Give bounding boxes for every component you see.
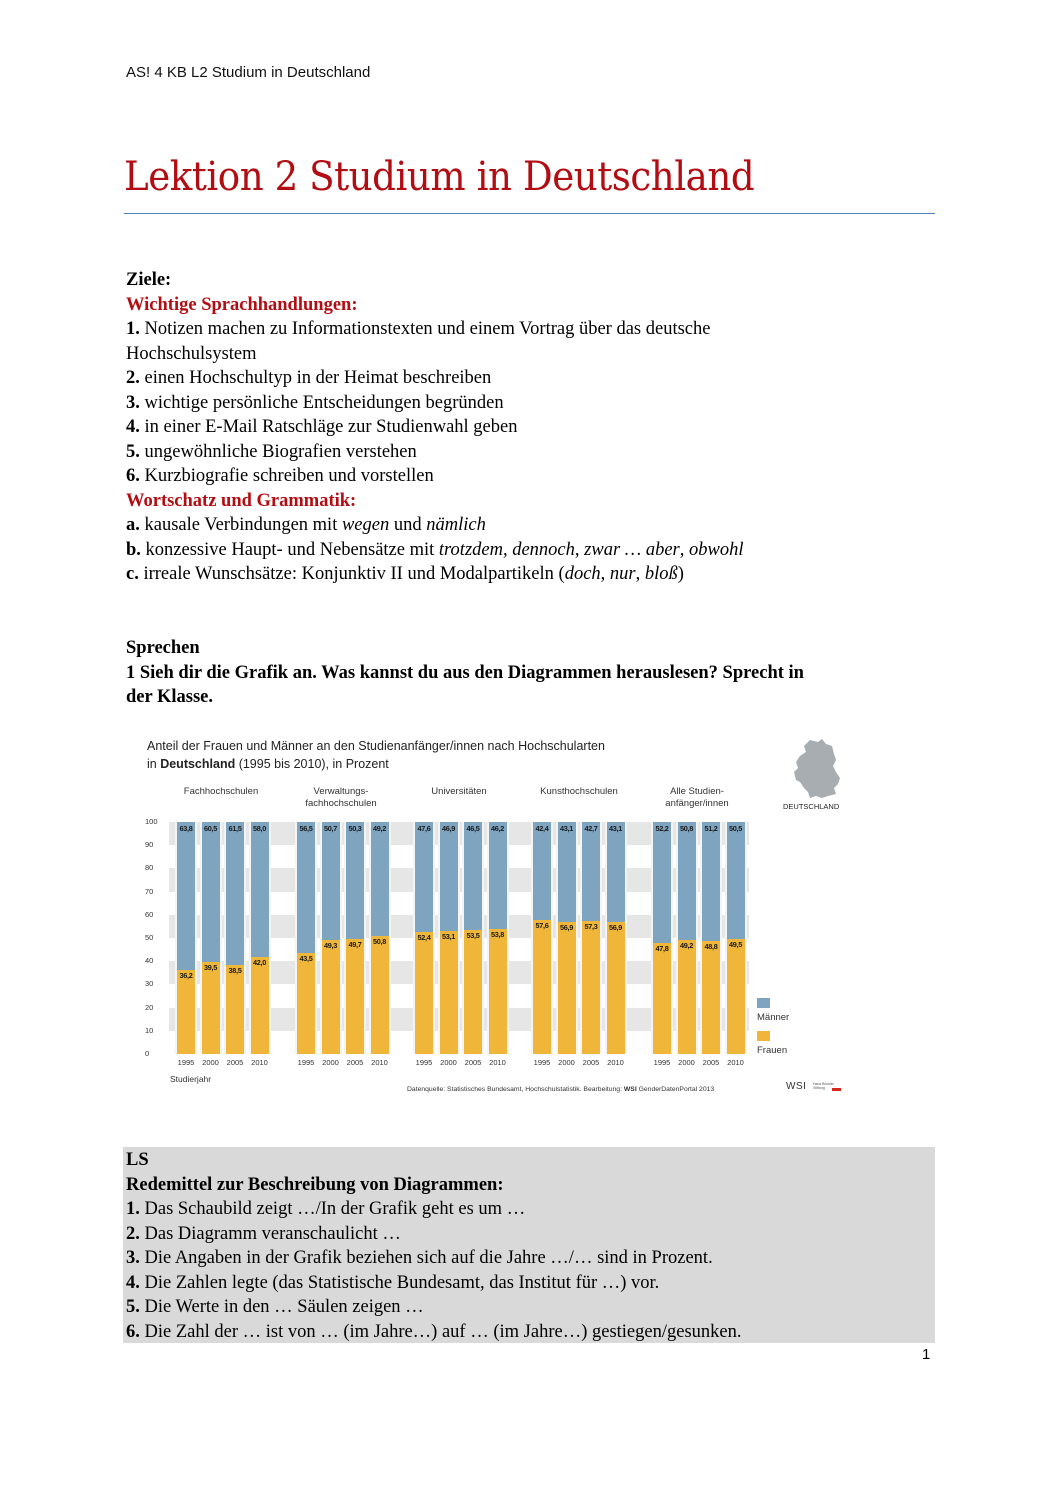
bar-segment-maenner [558, 822, 576, 922]
list-item: 2. einen Hochschultyp in der Heimat beschreiben [126, 368, 492, 388]
bar-segment-frauen [727, 939, 745, 1054]
value-label-frauen: 49,5 [728, 940, 742, 950]
bar-segment-maenner [202, 822, 220, 962]
grammatik-heading: Wortschatz und Grammatik: [126, 490, 357, 511]
value-label-frauen: 53,8 [490, 930, 504, 940]
ls-label: LS [126, 1150, 149, 1170]
value-label-frauen: 57,3 [584, 922, 598, 932]
x-tick-label: 1995 [415, 1058, 433, 1067]
x-tick-label: 2000 [678, 1058, 695, 1067]
ziele-section [126, 268, 744, 587]
value-label-frauen: 47,8 [655, 944, 669, 954]
list-item: 6. Kurzbiografie schreiben und vorstellen [126, 466, 434, 486]
bar-segment-maenner [464, 822, 482, 930]
value-label-frauen: 43,5 [299, 954, 313, 964]
x-tick-label: 2010 [727, 1058, 744, 1067]
bar-segment-maenner [177, 822, 195, 970]
value-label-frauen: 53,1 [441, 931, 455, 941]
sprechen-heading: Sprechen [126, 638, 200, 658]
bar-segment-frauen [251, 957, 269, 1054]
bar-segment-frauen [440, 931, 458, 1054]
bar-segment-maenner [440, 822, 458, 931]
bar-segment-maenner [297, 822, 315, 953]
value-label-maenner: 42,7 [584, 824, 598, 833]
list-item: 1. Das Schaubild zeigt …/In der Grafik geht es um … [126, 1199, 526, 1219]
bar-segment-frauen [346, 939, 364, 1054]
y-tick-label: 60 [145, 909, 154, 919]
value-label-maenner: 52,2 [655, 824, 669, 833]
list-item: a. kausale Verbindungen mit wegen und nämlich [126, 515, 486, 535]
value-label-maenner: 46,5 [466, 824, 480, 833]
value-label-maenner: 43,1 [608, 824, 622, 833]
bar-segment-frauen [322, 940, 340, 1054]
value-label-maenner: 43,1 [559, 824, 573, 833]
bar-segment-maenner [371, 822, 389, 936]
group-label: Fachhochschulen [183, 786, 259, 797]
x-tick-label: 2000 [440, 1058, 457, 1067]
x-tick-label: 1995 [653, 1058, 671, 1067]
bar-segment-frauen [415, 932, 433, 1054]
group-label: Kunsthochschulen [540, 786, 618, 797]
bar [489, 822, 507, 1054]
list-item: 3. Die Angaben in der Grafik beziehen sich auf die Jahre …/… sind in Prozent. [126, 1248, 713, 1268]
bar-segment-maenner [322, 822, 340, 940]
value-label-maenner: 46,2 [490, 824, 504, 833]
y-tick-label: 50 [145, 933, 154, 942]
wsi-logo: WSI [786, 1081, 807, 1092]
list-item: 4. in einer E-Mail Ratschläge zur Studienwahl geben [126, 417, 518, 437]
bar [558, 822, 576, 1054]
chart-source: Datenquelle: Statistisches Bundesamt, Hochschulstatistik. Bearbeitung: WSI GenderDatenPortal 2013 [407, 1086, 715, 1093]
group-label: Alle Studien- anfänger/innen [665, 786, 729, 809]
x-tick-label: 2000 [322, 1058, 339, 1067]
bar [607, 822, 625, 1054]
redemittel-heading: Redemittel zur Beschreibung von Diagrammen: [126, 1174, 504, 1195]
x-tick-label: 2005 [702, 1058, 720, 1067]
y-tick-label: 40 [145, 956, 154, 966]
value-label-maenner: 47,6 [417, 824, 431, 833]
bar-segment-maenner [582, 822, 600, 921]
redemittel-section [126, 1148, 741, 1344]
value-label-maenner: 61,5 [228, 824, 242, 833]
list-item: 2. Das Diagramm veranschaulicht … [126, 1223, 401, 1244]
bar [464, 822, 482, 1054]
y-tick-label: 0 [145, 1049, 150, 1058]
bar-segment-frauen [558, 922, 576, 1054]
page-number: 1 [922, 1346, 931, 1363]
bar-segment-maenner [489, 822, 507, 929]
bar-segment-frauen [533, 920, 551, 1054]
x-axis-label: Studierjahr [170, 1074, 212, 1084]
group-label: Universitäten [431, 786, 487, 797]
y-tick-label: 80 [145, 863, 154, 873]
x-tick-label: 2005 [346, 1058, 364, 1067]
value-label-maenner: 50,5 [728, 824, 742, 833]
legend-swatch-maenner [757, 998, 770, 1008]
bar-segment-maenner [607, 822, 625, 922]
bar-segment-maenner [678, 822, 696, 940]
value-label-maenner: 46,9 [441, 824, 455, 833]
bar-segment-frauen [297, 953, 315, 1054]
bar-segment-maenner [251, 822, 269, 957]
list-item: 3. wichtige persönliche Entscheidungen begründen [126, 392, 504, 413]
list-item: 5. Die Werte in den … Säulen zeigen … [126, 1297, 424, 1317]
y-tick-label: 90 [145, 840, 154, 850]
group-label: Verwaltungs- fachhochschulen [305, 786, 377, 809]
value-label-frauen: 48,8 [704, 941, 718, 951]
bar-segment-frauen [489, 929, 507, 1054]
bar-segment-frauen [177, 970, 195, 1054]
value-label-maenner: 51,2 [704, 824, 718, 833]
bar [251, 822, 269, 1054]
value-label-maenner: 58,0 [252, 824, 266, 833]
bar-segment-maenner [702, 822, 720, 941]
chart-title: Anteil der Frauen und Männer an den Studienanfänger/innen nach Hochschularten in Deutschland (1995 bis 2010), in Prozent [147, 739, 605, 771]
germany-map-icon [788, 738, 848, 800]
plot-area [145, 817, 749, 1058]
bar [226, 822, 244, 1054]
value-label-frauen: 56,9 [608, 922, 622, 932]
value-label-frauen: 49,7 [348, 939, 362, 949]
x-tick-label: 2000 [558, 1058, 575, 1067]
bar [653, 822, 671, 1054]
stacked-bar-chart [145, 735, 850, 1100]
value-label-frauen: 49,3 [323, 940, 337, 950]
list-item: 6. Die Zahl der … ist von … (im Jahre…) auf … (im Jahre…) gestiegen/gesunken. [126, 1321, 742, 1342]
bar-segment-frauen [702, 941, 720, 1054]
bar-segment-maenner [346, 822, 364, 939]
value-label-frauen: 39,5 [203, 963, 217, 973]
value-label-frauen: 36,2 [179, 971, 193, 981]
value-label-frauen: 53,5 [466, 930, 480, 940]
value-label-maenner: 50,3 [348, 824, 362, 833]
value-label-maenner: 50,7 [323, 824, 337, 833]
bar [678, 822, 696, 1054]
list-item: 1. Notizen machen zu Informationstexten und einem Vortrag über das deutsche [126, 319, 711, 339]
legend-label-frauen: Frauen [757, 1045, 788, 1056]
x-tick-label: 2010 [251, 1058, 268, 1067]
sprachhandlungen-heading: Wichtige Sprachhandlungen: [126, 294, 358, 315]
bar [440, 822, 458, 1054]
value-label-frauen: 50,8 [372, 937, 386, 947]
x-tick-label: 2005 [226, 1058, 244, 1067]
y-tick-label: 70 [145, 886, 154, 896]
task-text: der Klasse. [126, 687, 214, 707]
bar [533, 822, 551, 1054]
bar [582, 822, 600, 1054]
sprechen-section [126, 636, 804, 710]
bar-segment-maenner [653, 822, 671, 943]
bar [322, 822, 340, 1054]
x-tick-label: 1995 [533, 1058, 551, 1067]
bar-segment-frauen [202, 962, 220, 1054]
value-label-maenner: 63,8 [179, 824, 193, 833]
x-tick-label: 2010 [489, 1058, 506, 1067]
value-label-frauen: 49,2 [679, 940, 693, 950]
value-label-maenner: 56,5 [299, 824, 313, 833]
bar-segment-frauen [607, 922, 625, 1054]
value-label-frauen: 38,5 [228, 965, 242, 975]
bar [177, 822, 195, 1054]
x-tick-label: 2000 [202, 1058, 219, 1067]
bar [202, 822, 220, 1054]
x-tick-label: 2010 [607, 1058, 624, 1067]
value-label-frauen: 57,6 [535, 921, 549, 931]
bar [346, 822, 364, 1054]
y-tick-label: 10 [145, 1025, 154, 1035]
page-title: Lektion 2 Studium in Deutschland [124, 154, 755, 200]
value-label-maenner: 49,2 [372, 824, 386, 833]
map-label: DEUTSCHLAND [783, 802, 840, 811]
bar-segment-frauen [226, 965, 244, 1054]
value-label-maenner: 50,8 [679, 824, 693, 833]
y-tick-label: 100 [145, 817, 158, 826]
legend-label-maenner: Männer [757, 1012, 790, 1023]
x-tick-label: 2005 [582, 1058, 600, 1067]
value-label-maenner: 60,5 [203, 824, 217, 833]
hans-boeckler-logo-icon: Hans Böckler Stiftung [813, 1082, 841, 1091]
y-tick-label: 30 [145, 979, 154, 989]
bar-segment-frauen [464, 930, 482, 1054]
list-item-continuation: Hochschulsystem [126, 343, 257, 364]
bar-segment-frauen [371, 936, 389, 1054]
bar [702, 822, 720, 1054]
list-item: b. konzessive Haupt- und Nebensätze mit trotzdem, dennoch, zwar … aber, obwohl [126, 539, 744, 560]
bar-segment-frauen [653, 943, 671, 1054]
x-tick-label: 1995 [297, 1058, 315, 1067]
bar [415, 822, 433, 1054]
x-tick-label: 1995 [177, 1058, 195, 1067]
list-item: c. irreale Wunschsätze: Konjunktiv II und Modalpartikeln (doch, nur, bloß) [126, 564, 684, 584]
bar-segment-frauen [582, 921, 600, 1054]
bar-segment-maenner [727, 822, 745, 939]
title-divider [124, 213, 935, 214]
y-tick-label: 20 [145, 1002, 154, 1012]
bar-segment-maenner [226, 822, 244, 965]
value-label-frauen: 56,9 [559, 922, 573, 932]
bar-segment-frauen [678, 940, 696, 1054]
task-text: 1 Sieh dir die Grafik an. Was kannst du aus den Diagrammen herauslesen? Sprecht in [126, 662, 804, 683]
bar [297, 822, 315, 1054]
x-tick-label: 2005 [464, 1058, 482, 1067]
bar [727, 822, 745, 1054]
value-label-frauen: 42,0 [252, 957, 266, 967]
ziele-heading: Ziele: [126, 270, 172, 290]
running-header: AS! 4 KB L2 Studium in Deutschland [126, 64, 371, 81]
bar-segment-maenner [533, 822, 551, 920]
legend-swatch-frauen [757, 1031, 770, 1041]
list-item: 4. Die Zahlen legte (das Statistische Bundesamt, das Institut für …) vor. [126, 1272, 660, 1293]
bar [371, 822, 389, 1054]
bar-segment-maenner [415, 822, 433, 932]
value-label-frauen: 52,4 [417, 933, 431, 943]
x-tick-label: 2010 [371, 1058, 388, 1067]
list-item: 5. ungewöhnliche Biografien verstehen [126, 441, 417, 462]
value-label-maenner: 42,4 [535, 824, 549, 833]
